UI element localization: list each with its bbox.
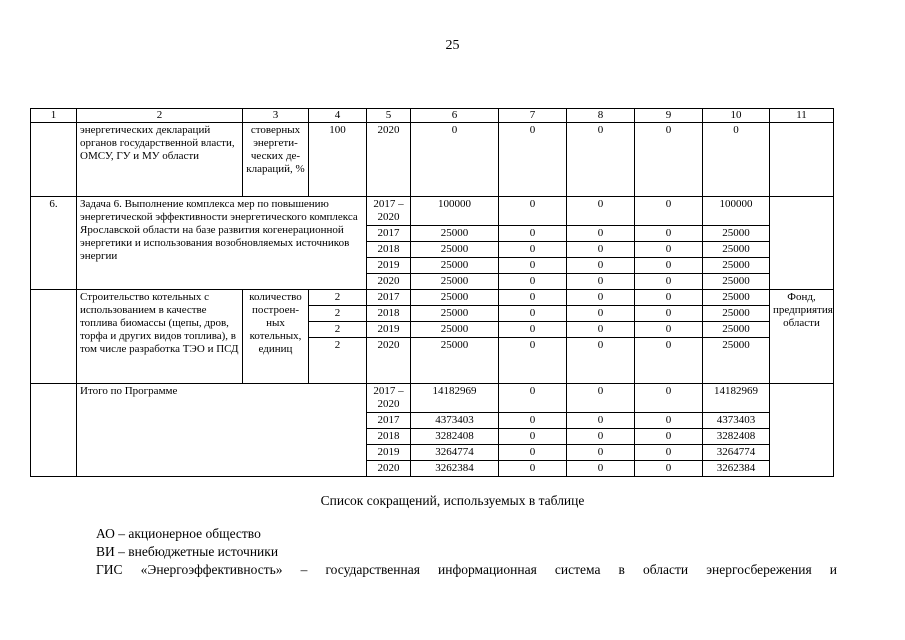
cell-num <box>31 123 77 197</box>
table-row <box>31 123 834 197</box>
header-cell: 8 <box>567 109 635 123</box>
cell-value: 4373403 <box>703 413 770 429</box>
cell-value: 0 <box>635 413 703 429</box>
cell-value: 0 <box>499 274 567 290</box>
cell-value: 0 <box>567 322 635 338</box>
table-row <box>31 384 834 413</box>
cell-year: 2017 <box>367 290 411 306</box>
cell-value: 25000 <box>703 242 770 258</box>
cell-value: 25000 <box>703 258 770 274</box>
cell-year: 2019 <box>367 322 411 338</box>
cell-num <box>31 290 77 384</box>
cell-value: 0 <box>567 290 635 306</box>
cell-value: 0 <box>499 384 567 413</box>
cell-value: 0 <box>635 384 703 413</box>
cell-value: 25000 <box>703 322 770 338</box>
cell-value: 0 <box>635 461 703 477</box>
cell-value: 3262384 <box>703 461 770 477</box>
header-cell: 1 <box>31 109 77 123</box>
cell-value: 25000 <box>411 322 499 338</box>
cell-value: 0 <box>567 242 635 258</box>
cell-value: 0 <box>703 123 770 197</box>
cell-year: 2017 – 2020 <box>367 197 411 226</box>
cell-value: 0 <box>499 461 567 477</box>
cell-value: 0 <box>635 290 703 306</box>
cell-value: 0 <box>635 123 703 197</box>
cell-value: 25000 <box>411 338 499 384</box>
header-cell: 4 <box>309 109 367 123</box>
cell-value: 25000 <box>703 274 770 290</box>
cell-value: 3264774 <box>703 445 770 461</box>
cell-value: 0 <box>635 429 703 445</box>
cell-value: 0 <box>635 306 703 322</box>
cell-value: 0 <box>635 226 703 242</box>
cell-target: 2 <box>309 338 367 384</box>
cell-num <box>31 384 77 477</box>
cell-value: 3282408 <box>411 429 499 445</box>
cell-year: 2018 <box>367 242 411 258</box>
cell-year: 2017 <box>367 413 411 429</box>
cell-year: 2020 <box>367 123 411 197</box>
cell-value: 0 <box>499 445 567 461</box>
cell-value: 0 <box>567 461 635 477</box>
page-number: 25 <box>445 38 460 53</box>
cell-value: 25000 <box>411 306 499 322</box>
cell-value: 0 <box>499 429 567 445</box>
cell-value: 0 <box>635 258 703 274</box>
header-cell: 3 <box>243 109 309 123</box>
cell-value: 100000 <box>411 197 499 226</box>
cell-year: 2018 <box>367 306 411 322</box>
cell-value: 0 <box>499 290 567 306</box>
cell-value: 25000 <box>411 242 499 258</box>
cell-executor <box>770 123 834 197</box>
cell-indicator: стоверных энергети-ческих де-клараций, % <box>243 123 309 197</box>
cell-target: 2 <box>309 322 367 338</box>
cell-target: 100 <box>309 123 367 197</box>
cell-measure: энергетических деклараций органов государственной власти, ОМСУ, ГУ и МУ области <box>77 123 243 197</box>
cell-value: 25000 <box>411 290 499 306</box>
cell-value: 0 <box>567 413 635 429</box>
header-cell: 9 <box>635 109 703 123</box>
cell-value: 0 <box>411 123 499 197</box>
cell-indicator: количество построен-ных котельных, единиц <box>243 290 309 384</box>
header-cell: 10 <box>703 109 770 123</box>
cell-value: 0 <box>567 338 635 384</box>
header-cell: 11 <box>770 109 834 123</box>
cell-value: 0 <box>499 306 567 322</box>
cell-task-title: Задача 6. Выполнение комплекса мер по повышению энергетической эффективности энергетического комплекса Ярославской области на базе развития когенерационной энергетики и использования возобновляемых источников энергии <box>77 197 367 290</box>
cell-year: 2018 <box>367 429 411 445</box>
header-cell: 6 <box>411 109 499 123</box>
cell-value: 100000 <box>703 197 770 226</box>
program-table <box>30 108 834 477</box>
cell-value: 0 <box>635 338 703 384</box>
cell-value: 0 <box>567 445 635 461</box>
cell-value: 0 <box>635 274 703 290</box>
cell-value: 0 <box>499 226 567 242</box>
cell-value: 0 <box>635 242 703 258</box>
cell-executor <box>770 197 834 290</box>
cell-value: 0 <box>499 197 567 226</box>
header-cell: 7 <box>499 109 567 123</box>
cell-value: 0 <box>567 258 635 274</box>
cell-value: 0 <box>567 306 635 322</box>
cell-value: 0 <box>567 429 635 445</box>
cell-value: 25000 <box>703 226 770 242</box>
table-row <box>31 290 834 306</box>
table-header-row <box>31 109 834 123</box>
cell-value: 14182969 <box>411 384 499 413</box>
cell-value: 0 <box>635 322 703 338</box>
cell-value: 25000 <box>703 338 770 384</box>
cell-value: 0 <box>499 242 567 258</box>
cell-value: 0 <box>567 274 635 290</box>
cell-value: 0 <box>567 123 635 197</box>
cell-value: 0 <box>499 338 567 384</box>
cell-value: 0 <box>567 226 635 242</box>
cell-value: 25000 <box>411 274 499 290</box>
cell-value: 0 <box>567 384 635 413</box>
cell-value: 0 <box>499 413 567 429</box>
cell-value: 0 <box>567 197 635 226</box>
header-cell: 2 <box>77 109 243 123</box>
cell-value: 0 <box>499 322 567 338</box>
cell-executor <box>770 384 834 477</box>
cell-total-label: Итого по Программе <box>77 384 367 477</box>
cell-year: 2017 – 2020 <box>367 384 411 413</box>
cell-measure: Строительство котельных с использованием в качестве топлива биомассы (щепы, дров, торфа и других видов топлива), в том числе разработка ТЭО и ПСД <box>77 290 243 384</box>
table-row <box>31 197 834 226</box>
cell-value: 25000 <box>411 226 499 242</box>
cell-executor: Фонд, предприятия области <box>770 290 834 384</box>
cell-value: 0 <box>499 123 567 197</box>
abbreviation-line: ВИ – внебюджетные источники <box>96 544 279 559</box>
cell-year: 2017 <box>367 226 411 242</box>
cell-value: 25000 <box>411 258 499 274</box>
cell-year: 2019 <box>367 445 411 461</box>
cell-target: 2 <box>309 290 367 306</box>
abbreviation-line: ГИС «Энергоэффективность» – государственная информационная система в области энергосбережения и <box>96 562 837 577</box>
cell-value: 0 <box>499 258 567 274</box>
cell-num: 6. <box>31 197 77 290</box>
cell-value: 25000 <box>703 306 770 322</box>
cell-value: 3262384 <box>411 461 499 477</box>
cell-year: 2019 <box>367 258 411 274</box>
header-cell: 5 <box>367 109 411 123</box>
cell-value: 25000 <box>703 290 770 306</box>
cell-target: 2 <box>309 306 367 322</box>
abbreviation-line: АО – акционерное общество <box>96 526 261 541</box>
cell-year: 2020 <box>367 461 411 477</box>
cell-value: 0 <box>635 445 703 461</box>
cell-year: 2020 <box>367 338 411 384</box>
cell-value: 4373403 <box>411 413 499 429</box>
cell-value: 0 <box>635 197 703 226</box>
cell-year: 2020 <box>367 274 411 290</box>
abbreviations-caption: Список сокращений, используемых в таблице <box>320 493 585 508</box>
cell-value: 14182969 <box>703 384 770 413</box>
cell-value: 3282408 <box>703 429 770 445</box>
cell-value: 3264774 <box>411 445 499 461</box>
